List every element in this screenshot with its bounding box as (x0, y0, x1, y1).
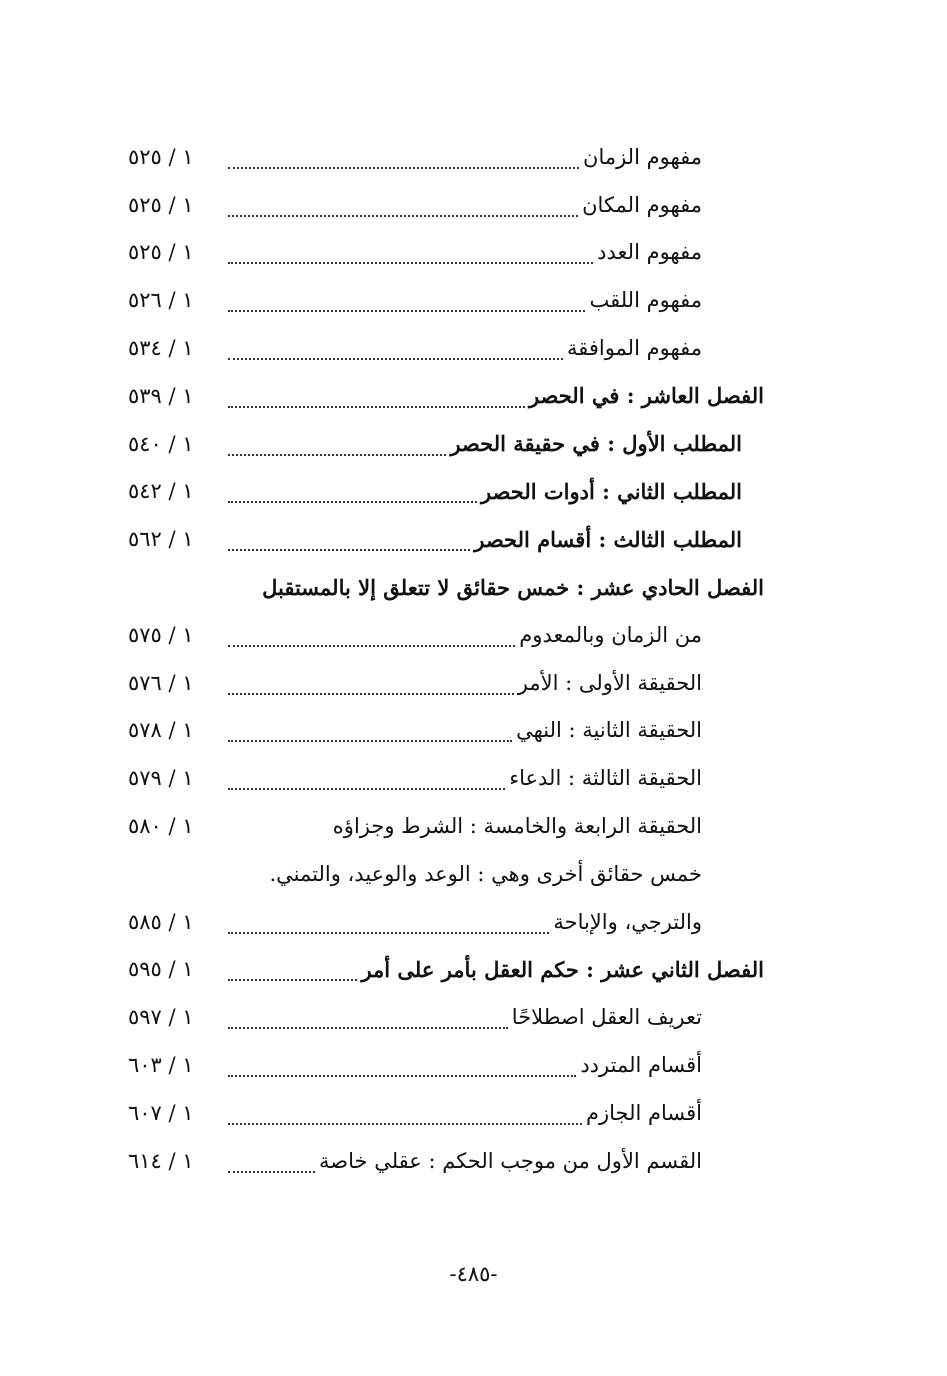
toc-entry-page-number: ١ / ٥٢٥ (128, 192, 194, 217)
dot-leader (228, 157, 579, 169)
toc-entry-title: مفهوم الموافقة (566, 336, 702, 361)
toc-entry-page (128, 240, 224, 264)
toc-entry-title: الفصل الثاني عشر : حكم العقل بأمر على أمر (361, 956, 764, 982)
toc-entry (128, 276, 764, 324)
toc-entry-title: من الزمان وبالمعدوم (519, 622, 702, 647)
toc-entry (128, 611, 764, 659)
toc-entry-page-number: ١ / ٥٤٠ (128, 431, 194, 456)
toc-entry-page (128, 145, 224, 169)
toc-entry-title: والترجي، والإباحة (553, 909, 702, 934)
toc-entry (128, 659, 764, 707)
toc-entry-page-number: ١ / ٦٠٧ (128, 1100, 194, 1125)
toc-entry-title: مفهوم الزمان (583, 144, 702, 169)
toc-entry (128, 420, 764, 468)
toc-entry-page-number: ١ / ٥٧٦ (128, 670, 194, 695)
dot-leader (228, 491, 477, 503)
toc-entry-page (128, 766, 224, 790)
toc-entry-page (128, 193, 224, 217)
toc-entry-page-number: ١ / ٥٢٥ (128, 144, 194, 169)
toc-entry-page-number: ١ / ٥٢٦ (128, 288, 194, 313)
dot-leader (228, 922, 549, 934)
toc-entry-page (128, 671, 224, 695)
toc-entry (128, 1041, 764, 1089)
dot-leader (228, 1113, 582, 1125)
toc-entry (128, 850, 764, 898)
toc-entry-page-number: ١ / ٥٣٩ (128, 383, 194, 408)
toc-entry (128, 898, 764, 946)
toc-entry-title: القسم الأول من موجب الحكم : عقلي خاصة (319, 1148, 702, 1173)
toc-entry (128, 754, 764, 802)
toc-entry-title: أقسام المتردد (580, 1053, 702, 1078)
dot-leader (228, 730, 512, 742)
toc-entry-page (128, 384, 224, 408)
toc-entry-page (128, 1005, 224, 1029)
toc-entry (128, 993, 764, 1041)
toc-entry-page (128, 479, 224, 503)
toc-entry-page (128, 814, 224, 838)
toc-entry-title: الحقيقة الثانية : النهي (516, 718, 702, 743)
dot-leader (228, 683, 514, 695)
toc-entry-title: الفصل العاشر : في الحصر (528, 383, 764, 409)
dot-leader (228, 205, 578, 217)
toc-entry-page-number: ١ / ٥٩٧ (128, 1005, 194, 1030)
toc-entry-page-number: ١ / ٥٢٥ (128, 240, 194, 265)
toc-entry-title: الحقيقة الثالثة : الدعاء (509, 766, 702, 791)
toc-entry (128, 707, 764, 755)
toc-entry-title: المطلب الأول : في حقيقة الحصر (450, 431, 742, 457)
dot-leader (228, 396, 525, 408)
toc-entry-title: مفهوم العدد (597, 240, 702, 265)
dot-leader (228, 252, 593, 264)
dot-leader (228, 1065, 576, 1077)
toc-entry-page-number: ١ / ٦١٤ (128, 1148, 194, 1173)
toc-entry-page-number: ١ / ٥٧٩ (128, 766, 194, 791)
toc-entry-page (128, 1101, 224, 1125)
dot-leader (228, 778, 505, 790)
toc-entry-page (128, 336, 224, 360)
toc-entry-title: أقسام الجازم (585, 1100, 702, 1125)
toc-entry-page (128, 718, 224, 742)
toc-entry-title: الحقيقة الرابعة والخامسة : الشرط وجزاؤه (332, 814, 702, 839)
dot-leader (228, 1017, 508, 1029)
toc-entry-page (128, 288, 224, 312)
toc-entry-page (128, 527, 224, 551)
toc-entry-page-number: ١ / ٥٩٥ (128, 957, 194, 982)
dot-leader (228, 635, 515, 647)
toc-entry-page-number: ١ / ٥٤٢ (128, 479, 194, 504)
toc-entry-page (128, 432, 224, 456)
toc-entry (128, 229, 764, 277)
toc-entry-page (128, 623, 224, 647)
dot-leader (228, 539, 470, 551)
toc-entry (128, 468, 764, 516)
dot-leader (228, 444, 446, 456)
toc-entry-page-number: ١ / ٦٠٣ (128, 1053, 194, 1078)
toc-entry-page (128, 957, 224, 981)
toc-entry-page-number: ١ / ٥٧٥ (128, 622, 194, 647)
toc-entry-page-number: ١ / ٥٨٥ (128, 909, 194, 934)
toc-entry (128, 1137, 764, 1185)
toc-entry-title: مفهوم المكان (582, 192, 702, 217)
toc-entry-page (128, 910, 224, 934)
toc-entry (128, 515, 764, 563)
toc-entry-title: خمس حقائق أخرى وهي : الوعد والوعيد، والتمني. (269, 861, 702, 886)
dot-leader (228, 969, 357, 981)
toc-entry-title: المطلب الثالث : أقسام الحصر (474, 526, 742, 552)
table-of-contents (128, 133, 764, 1185)
toc-entry (128, 133, 764, 181)
toc-entry-title: الحقيقة الأولى : الأمر (517, 670, 702, 695)
toc-entry (128, 372, 764, 420)
toc-entry (128, 1089, 764, 1137)
dot-leader (228, 1161, 315, 1173)
toc-entry-page (128, 1053, 224, 1077)
toc-entry (128, 802, 764, 850)
toc-entry-title: المطلب الثاني : أدوات الحصر (480, 478, 742, 504)
toc-entry-page-number: ١ / ٥٨٠ (128, 814, 194, 839)
toc-entry-title: تعريف العقل اصطلاحًا (511, 1005, 702, 1030)
toc-entry-page (128, 1149, 224, 1173)
toc-entry (128, 563, 764, 611)
toc-entry-page-number: ١ / ٥٧٨ (128, 718, 194, 743)
toc-entry-page-number: ١ / ٥٣٤ (128, 336, 194, 361)
toc-entry-page-number: ١ / ٥٦٢ (128, 527, 194, 552)
toc-entry-title: مفهوم اللقب (589, 288, 702, 313)
toc-entry (128, 946, 764, 994)
toc-entry (128, 324, 764, 372)
dot-leader (228, 300, 585, 312)
toc-entry (128, 181, 764, 229)
page-number: -٤٨٥- (449, 1262, 498, 1286)
toc-entry-title: الفصل الحادي عشر : خمس حقائق لا تتعلق إلا بالمستقبل (262, 574, 764, 600)
dot-leader (228, 348, 563, 360)
